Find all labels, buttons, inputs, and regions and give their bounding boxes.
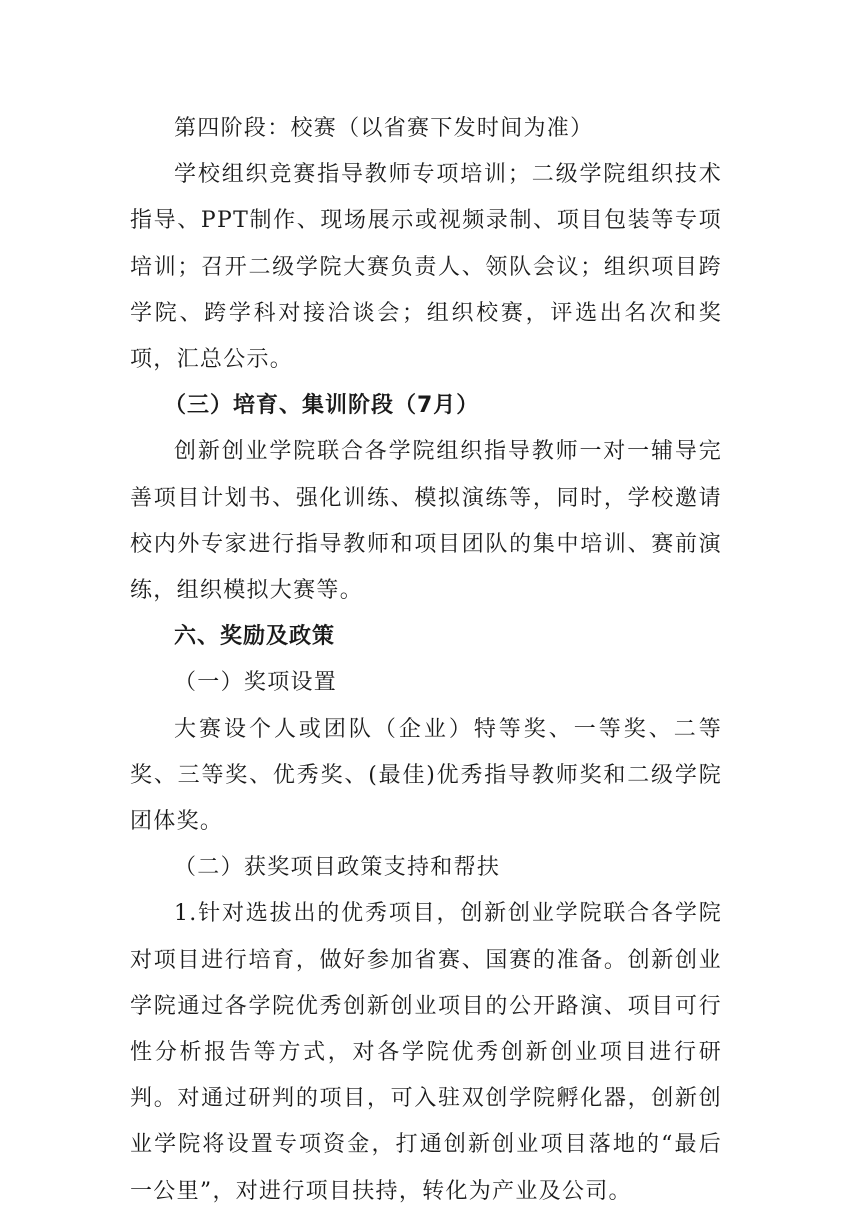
sub-2-heading: （二）获奖项目政策支持和帮扶 bbox=[174, 855, 501, 881]
stage4-body: 学校组织竞赛指导教师专项培训；二级学院组织技术指导、PPT制作、现场展示或视频录制、项目包装等专项培训；召开二级学院大赛负责人、领队会议；组织项目跨学院、跨学科对接洽谈会；组织校赛，评选出名次和奖项，汇总公示。 bbox=[130, 162, 722, 373]
sub-2-item-1: 1.针对选拔出的优秀项目，创新创业学院联合各学院对项目进行培育，做好参加省赛、国赛的准备。创新创业学院通过各学院优秀创新创业项目的公开路演、项目可行性分析报告等方式，对各学院优秀创新创业项目进行研判。对通过研判的项目，可入驻双创学院孵化器，创新创业学院将设置专项资金，打通创新创业项目落地的“最后一公里”，对进行项目扶持，转化为产业及公司。 bbox=[130, 901, 722, 1204]
section-3-heading: （三）培育、集训阶段（7月） bbox=[164, 393, 480, 419]
section-6-heading: 六、奖励及政策 bbox=[174, 624, 336, 650]
sub-1-body: 大赛设个人或团队（企业）特等奖、一等奖、二等奖、三等奖、优秀奖、(最佳)优秀指导教师奖和二级学院团体奖。 bbox=[130, 716, 722, 835]
sub-1-heading: （一）奖项设置 bbox=[174, 670, 338, 696]
section-3-body: 创新创业学院联合各学院组织指导教师一对一辅导完善项目计划书、强化训练、模拟演练等，同时，学校邀请校内外专家进行指导教师和项目团队的集中培训、赛前演练，组织模拟大赛等。 bbox=[130, 439, 722, 604]
stage4-title: 第四阶段：校赛（以省赛下发时间为准） bbox=[174, 116, 594, 141]
document-body bbox=[130, 106, 722, 1215]
